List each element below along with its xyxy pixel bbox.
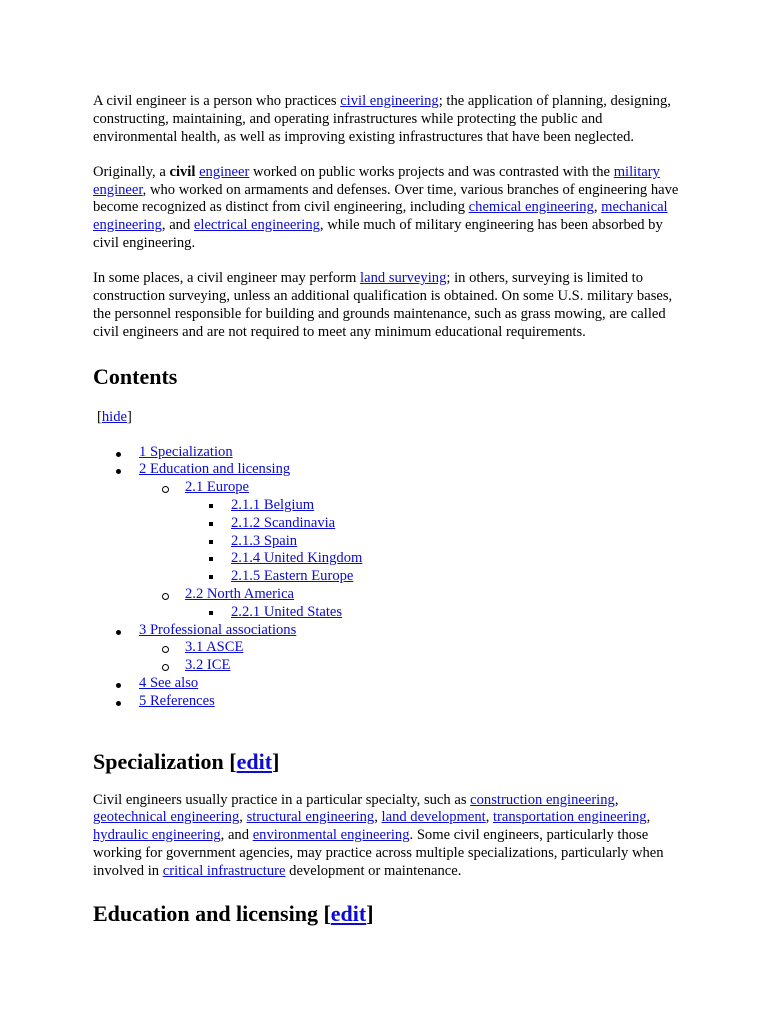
toc-item [93, 693, 683, 711]
toc-link-united-kingdom[interactable]: 2.1.4 United Kingdom [231, 550, 363, 567]
toc-item [139, 639, 683, 657]
toc-sublist [185, 497, 683, 586]
text: , while much of military engineering has been absorbed by civil engineering. [93, 217, 663, 252]
bracket: ] [272, 748, 280, 774]
link-structural-engineering[interactable]: structural engineering [246, 809, 375, 826]
intro-paragraph-2 [93, 164, 683, 253]
edit-education-link[interactable]: edit [330, 900, 367, 926]
toc-item [139, 657, 683, 675]
text: , and [220, 827, 253, 844]
toc-link-professional-associations[interactable]: 3 Professional associations [139, 621, 297, 638]
article-content [93, 83, 683, 927]
link-critical-infrastructure[interactable]: critical infrastructure [162, 862, 286, 879]
table-of-contents [93, 444, 683, 711]
toc-toggle [93, 408, 683, 426]
link-land-development[interactable]: land development [381, 809, 486, 826]
link-chemical-engineering[interactable]: chemical engineering [468, 199, 594, 216]
text: , who worked on armaments and defenses. Over time, various branches of engineering have become recognized as distinct from civil engineering, including [93, 181, 679, 216]
link-civil-engineering[interactable]: civil engineering [340, 93, 439, 109]
text: , [374, 809, 382, 826]
intro-paragraph-1 [93, 93, 683, 146]
toc-sublist [139, 639, 683, 675]
toc-link-eastern-europe[interactable]: 2.1.5 Eastern Europe [231, 568, 354, 585]
link-hydraulic-engineering[interactable]: hydraulic engineering [93, 827, 221, 844]
toc-item [185, 604, 683, 622]
text: Originally, a [93, 163, 170, 180]
toc-item [185, 568, 683, 586]
education-heading [93, 901, 683, 927]
hide-toc-link[interactable]: hide [101, 408, 128, 425]
toc-item [185, 515, 683, 533]
toc-link-education[interactable]: 2 Education and licensing [139, 461, 291, 478]
bracket: ] [366, 900, 374, 926]
toc-item [93, 444, 683, 462]
toc-item [185, 533, 683, 551]
specialization-heading [93, 749, 683, 775]
toc-link-asce[interactable]: 3.1 ASCE [185, 639, 244, 656]
link-electrical-engineering[interactable]: electrical engineering [193, 217, 320, 234]
text: ; in others, surveying is limited to construction surveying, unless an additional qualification is obtained. On some U.S. military bases, the personnel responsible for building and grounds maintenance, such as grass mowing, are called civil engineers and are not required to meet any minimum educational requirements. [93, 270, 673, 340]
text: , [485, 809, 493, 826]
link-geotechnical-engineering[interactable]: geotechnical engineering [93, 809, 240, 826]
bold-civil: civil [169, 163, 196, 180]
toc-sublist [185, 604, 683, 622]
text: In some places, a civil engineer may perform [93, 270, 361, 287]
link-environmental-engineering[interactable]: environmental engineering [252, 827, 410, 844]
toc-link-specialization[interactable]: 1 Specialization [139, 443, 233, 460]
toc-link-belgium[interactable]: 2.1.1 Belgium [231, 496, 315, 513]
toc-link-see-also[interactable]: 4 See also [139, 674, 199, 691]
toc-link-united-states[interactable]: 2.2.1 United States [231, 603, 343, 620]
toc-item [185, 550, 683, 568]
edit-specialization-link[interactable]: edit [236, 748, 273, 774]
toc-item [139, 586, 683, 622]
toc-item [185, 497, 683, 515]
text: ; the application of planning, designing, constructing, maintaining, and operating infrastructures while protecting the public and environmental health, as well as improving existing infrastructures that have been neglected. [93, 93, 671, 145]
toc-link-ice[interactable]: 3.2 ICE [185, 657, 231, 674]
text: . Some civil engineers, particularly those working for government agencies, may practice across multiple specializations, particularly when involved in [93, 827, 664, 879]
toc-sublist [139, 479, 683, 621]
link-military-engineer[interactable]: military engineer [93, 163, 660, 198]
text: worked on public works projects and was contrasted with the [249, 163, 614, 180]
toc-item [93, 622, 683, 675]
link-transportation-engineering[interactable]: transportation engineering [492, 809, 647, 826]
bracket: [ [317, 900, 331, 926]
specialization-paragraph [93, 792, 683, 881]
toc-link-north-america[interactable]: 2.2 North America [185, 585, 295, 602]
link-construction-engineering[interactable]: construction engineering [470, 791, 615, 808]
link-engineer[interactable]: engineer [199, 163, 250, 180]
bracket: ] [127, 408, 132, 425]
text: , and [161, 217, 194, 234]
toc-item [93, 675, 683, 693]
toc-link-references[interactable]: 5 References [139, 692, 215, 709]
text: , [614, 791, 619, 808]
intro-paragraph-3 [93, 270, 683, 341]
heading-text: Education and licensing [93, 900, 318, 926]
text: , [239, 809, 247, 826]
link-mechanical-engineering[interactable]: mechanical engineering [93, 199, 668, 234]
bracket: [ [223, 748, 237, 774]
toc-link-scandinavia[interactable]: 2.1.2 Scandinavia [231, 514, 336, 531]
text: development or maintenance. [285, 862, 462, 879]
toc-link-spain[interactable]: 2.1.3 Spain [231, 532, 298, 549]
text: , [646, 809, 651, 826]
bracket: [ [97, 408, 102, 425]
text: Civil engineers usually practice in a particular specialty, such as [93, 791, 471, 808]
heading-text: Specialization [93, 748, 224, 774]
toc-item [139, 479, 683, 586]
toc-item [93, 461, 683, 621]
toc-link-europe[interactable]: 2.1 Europe [185, 479, 250, 496]
text: , [593, 199, 602, 216]
link-land-surveying[interactable]: land surveying [360, 270, 447, 287]
text: A civil engineer is a person who practices [93, 93, 341, 109]
contents-heading: Contents [93, 363, 178, 389]
